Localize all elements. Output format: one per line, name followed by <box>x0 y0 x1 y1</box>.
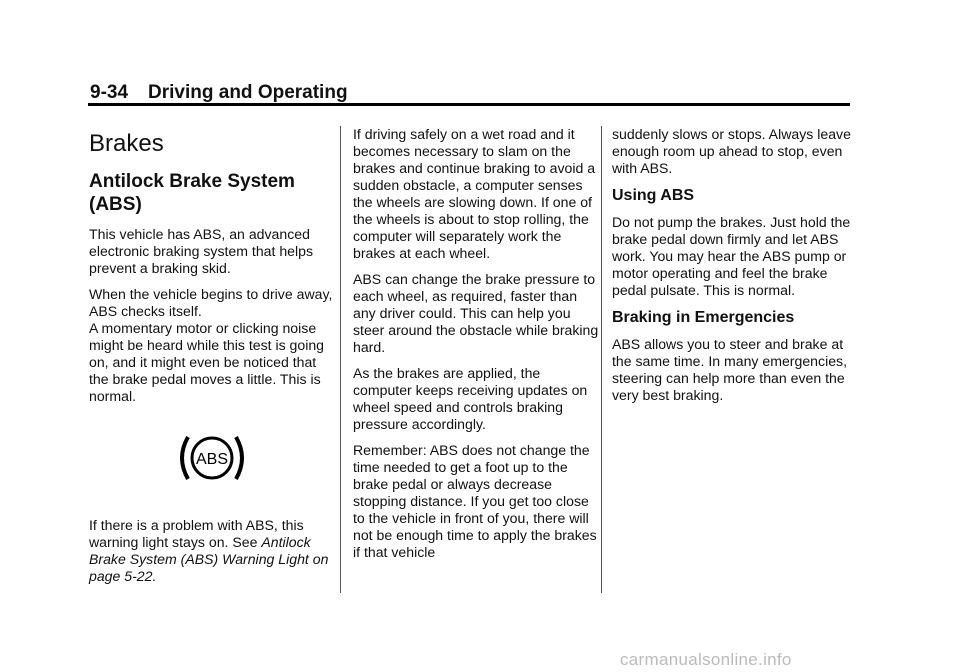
cross-reference-link[interactable]: Antilock Brake System (ABS) Warning Light on page 5-22 <box>89 534 329 584</box>
subheading-braking-emergencies: Braking in Emergencies <box>612 309 795 326</box>
header-rule <box>88 103 850 106</box>
paragraph: If driving safely on a wet road and it becomes necessary to slam on the brakes and continue braking to avoid a sudden obstacle, a computer senses the wheels are slowing down. If one of the wheels is about to stop rolling, the computer will separately work the brakes at each wheel. <box>353 126 596 261</box>
section-heading: Brakes <box>89 130 164 157</box>
abs-icon-text: ABS <box>195 451 229 468</box>
paragraph-line: A momentary motor or clicking noise might be heard while this test is going on, and it might even be noticed that the brake pedal moves a little. This is normal. <box>89 320 325 404</box>
page-header <box>90 82 348 104</box>
subsection-heading: Antilock Brake System (ABS) <box>89 171 295 215</box>
paragraph: As the brakes are applied, the computer keeps receiving updates on wheel speed and controls braking pressure accordingly. <box>353 365 588 432</box>
column-2 <box>353 126 599 570</box>
paragraph: This vehicle has ABS, an advanced electronic braking system that helps prevent a braking skid. <box>89 226 314 276</box>
subheading-using-abs: Using ABS <box>612 187 695 204</box>
column-1 <box>89 126 335 594</box>
paragraph <box>89 286 335 405</box>
paragraph: suddenly slows or stops. Always leave enough room up ahead to stop, even with ABS. <box>612 126 851 176</box>
paragraph-end: . <box>152 568 157 584</box>
paragraph <box>89 517 335 585</box>
paragraph-line: When the vehicle begins to drive away, ABS checks itself. <box>89 286 333 319</box>
paragraph: Remember: ABS does not change the time needed to get a foot up to the brake pedal or always decrease stopping distance. If you get too close to the vehicle in front of you, there will not be enough time to apply the brakes if that vehicle <box>353 442 597 560</box>
paragraph: Do not pump the brakes. Just hold the brake pedal down firmly and let ABS work. You may hear the ABS pump or motor operating and feel the brake pedal pulsate. This is normal. <box>612 214 851 298</box>
section-title: Driving and Operating <box>148 82 348 103</box>
column-divider <box>601 126 602 593</box>
column-3 <box>612 126 858 413</box>
abs-icon <box>172 431 252 485</box>
abs-warning-light-icon <box>89 399 335 517</box>
paragraph: ABS can change the brake pressure to each wheel, as required, faster than any driver could. This can help you steer around the obstacle while braking hard. <box>353 271 599 355</box>
watermark: carmanualsonline.info <box>620 650 792 669</box>
page-number: 9-34 <box>90 82 129 103</box>
paragraph-text: If there is a problem with ABS, this warning light stays on. See <box>89 517 304 550</box>
column-divider <box>340 126 341 593</box>
paragraph: ABS allows you to steer and brake at the same time. In many emergencies, steering can help more than even the very best braking. <box>612 336 847 403</box>
